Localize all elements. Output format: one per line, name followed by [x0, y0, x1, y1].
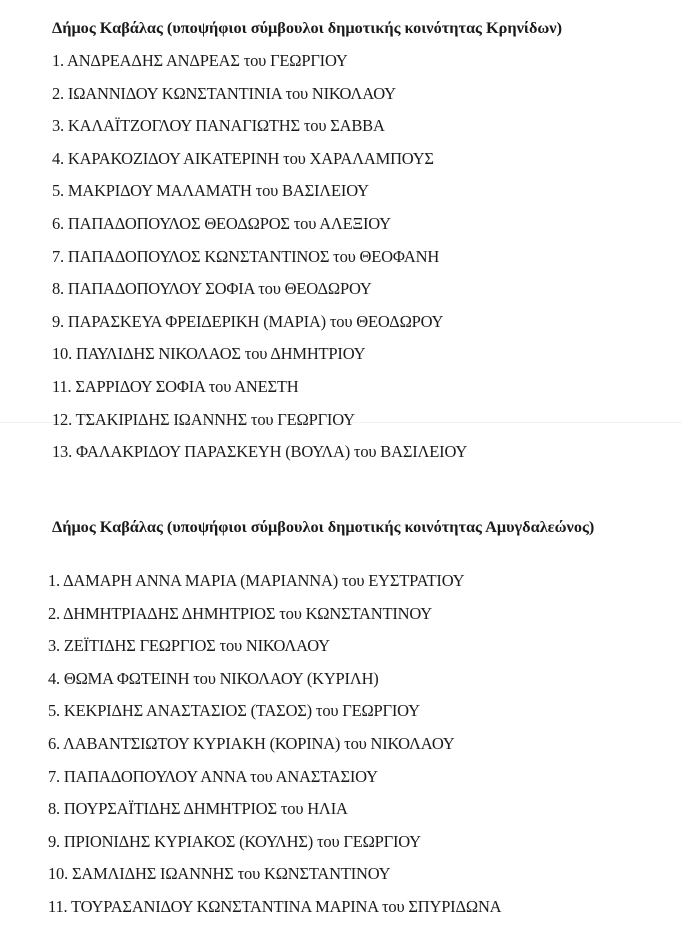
candidate-item: 3. ΚΑΛΑΪΤΖΟΓΛΟΥ ΠΑΝΑΓΙΩΤΗΣ του ΣΑΒΒΑ — [52, 116, 385, 136]
candidate-item: 8. ΠΟΥΡΣΑΪΤΙΔΗΣ ΔΗΜΗΤΡΙΟΣ του ΗΛΙΑ — [48, 799, 348, 819]
candidate-item: 7. ΠΑΠΑΔΟΠΟΥΛΟΥ ΑΝΝΑ του ΑΝΑΣΤΑΣΙΟΥ — [48, 766, 378, 786]
candidate-item: 13. ΦΑΛΑΚΡΙΔΟΥ ΠΑΡΑΣΚΕΥΗ (ΒΟΥΛΑ) του ΒΑΣΙΛΕΙΟΥ — [52, 442, 468, 462]
candidate-list-amygdaleonas — [48, 571, 501, 930]
candidate-item: 1. ΑΝΔΡΕΑΔΗΣ ΑΝΔΡΕΑΣ του ΓΕΩΡΓΙΟΥ — [52, 51, 348, 70]
candidate-item: 10. ΠΑΥΛΙΔΗΣ ΝΙΚΟΛΑΟΣ του ΔΗΜΗΤΡΙΟΥ — [52, 344, 366, 364]
candidate-item: 3. ΖΕΪΤΙΔΗΣ ΓΕΩΡΓΙΟΣ του ΝΙΚΟΛΑΟΥ — [48, 636, 330, 656]
candidate-item: 10. ΣΑΜΛΙΔΗΣ ΙΩΑΝΝΗΣ του ΚΩΝΣΤΑΝΤΙΝΟΥ — [48, 864, 391, 884]
candidate-item: 2. ΔΗΜΗΤΡΙΑΔΗΣ ΔΗΜΗΤΡΙΟΣ του ΚΩΝΣΤΑΝΤΙΝΟΥ — [48, 603, 432, 623]
candidate-list-krinides — [52, 51, 467, 475]
candidate-item: 11. ΤΟΥΡΑΣΑΝΙΔΟΥ ΚΩΝΣΤΑΝΤΙΝΑ ΜΑΡΙΝΑ του ΣΠΥΡΙΔΩΝΑ — [48, 896, 502, 916]
candidate-item: 5. ΚΕΚΡΙΔΗΣ ΑΝΑΣΤΑΣΙΟΣ (ΤΑΣΟΣ) του ΓΕΩΡΓΙΟΥ — [48, 701, 420, 721]
candidate-item: 2. ΙΩΑΝΝΙΔΟΥ ΚΩΝΣΤΑΝΤΙΝΙΑ του ΝΙΚΟΛΑΟΥ — [52, 83, 396, 103]
section-heading-amygdaleonas: Δήμος Καβάλας (υποψήφιοι σύμβουλοι δημοτικής κοινότητας Αμυγδαλεώνος) — [52, 517, 595, 536]
candidate-item: 6. ΛΑΒΑΝΤΣΙΩΤΟΥ ΚΥΡΙΑΚΗ (ΚΟΡΙΝΑ) του ΝΙΚΟΛΑΟΥ — [48, 733, 455, 753]
candidate-item: 5. ΜΑΚΡΙΔΟΥ ΜΑΛΑΜΑΤΗ του ΒΑΣΙΛΕΙΟΥ — [52, 181, 369, 201]
candidate-item: 9. ΠΑΡΑΣΚΕΥΑ ΦΡΕΙΔΕΡΙΚΗ (ΜΑΡΙΑ) του ΘΕΟΔΩΡΟΥ — [52, 311, 444, 331]
candidate-item: 7. ΠΑΠΑΔΟΠΟΥΛΟΣ ΚΩΝΣΤΑΝΤΙΝΟΣ του ΘΕΟΦΑΝΗ — [52, 246, 440, 266]
candidate-item: 4. ΘΩΜΑ ΦΩΤΕΙΝΗ του ΝΙΚΟΛΑΟΥ (ΚΥΡΙΛΗ) — [48, 668, 379, 688]
candidate-item: 1. ΔΑΜΑΡΗ ΑΝΝΑ ΜΑΡΙΑ (ΜΑΡΙΑΝΝΑ) του ΕΥΣΤΡΑΤΙΟΥ — [48, 571, 465, 590]
section-heading-krinides: Δήμος Καβάλας (υποψήφιοι σύμβουλοι δημοτικής κοινότητας Κρηνίδων) — [52, 18, 562, 37]
candidate-item: 11. ΣΑΡΡΙΔΟΥ ΣΟΦΙΑ του ΑΝΕΣΤΗ — [52, 376, 299, 396]
candidate-item: 6. ΠΑΠΑΔΟΠΟΥΛΟΣ ΘΕΟΔΩΡΟΣ του ΑΛΕΞΙΟΥ — [52, 213, 391, 233]
candidate-item: 8. ΠΑΠΑΔΟΠΟΥΛΟΥ ΣΟΦΙΑ του ΘΕΟΔΩΡΟΥ — [52, 279, 372, 299]
candidate-item: 4. ΚΑΡΑΚΟΖΙΔΟΥ ΑΙΚΑΤΕΡΙΝΗ του ΧΑΡΑΛΑΜΠΟΥΣ — [52, 148, 434, 168]
candidate-item: 12. ΤΣΑΚΙΡΙΔΗΣ ΙΩΑΝΝΗΣ του ΓΕΩΡΓΙΟΥ — [52, 409, 355, 429]
candidate-item: 9. ΠΡΙΟΝΙΔΗΣ ΚΥΡΙΑΚΟΣ (ΚΟΥΛΗΣ) του ΓΕΩΡΓΙΟΥ — [48, 831, 421, 851]
